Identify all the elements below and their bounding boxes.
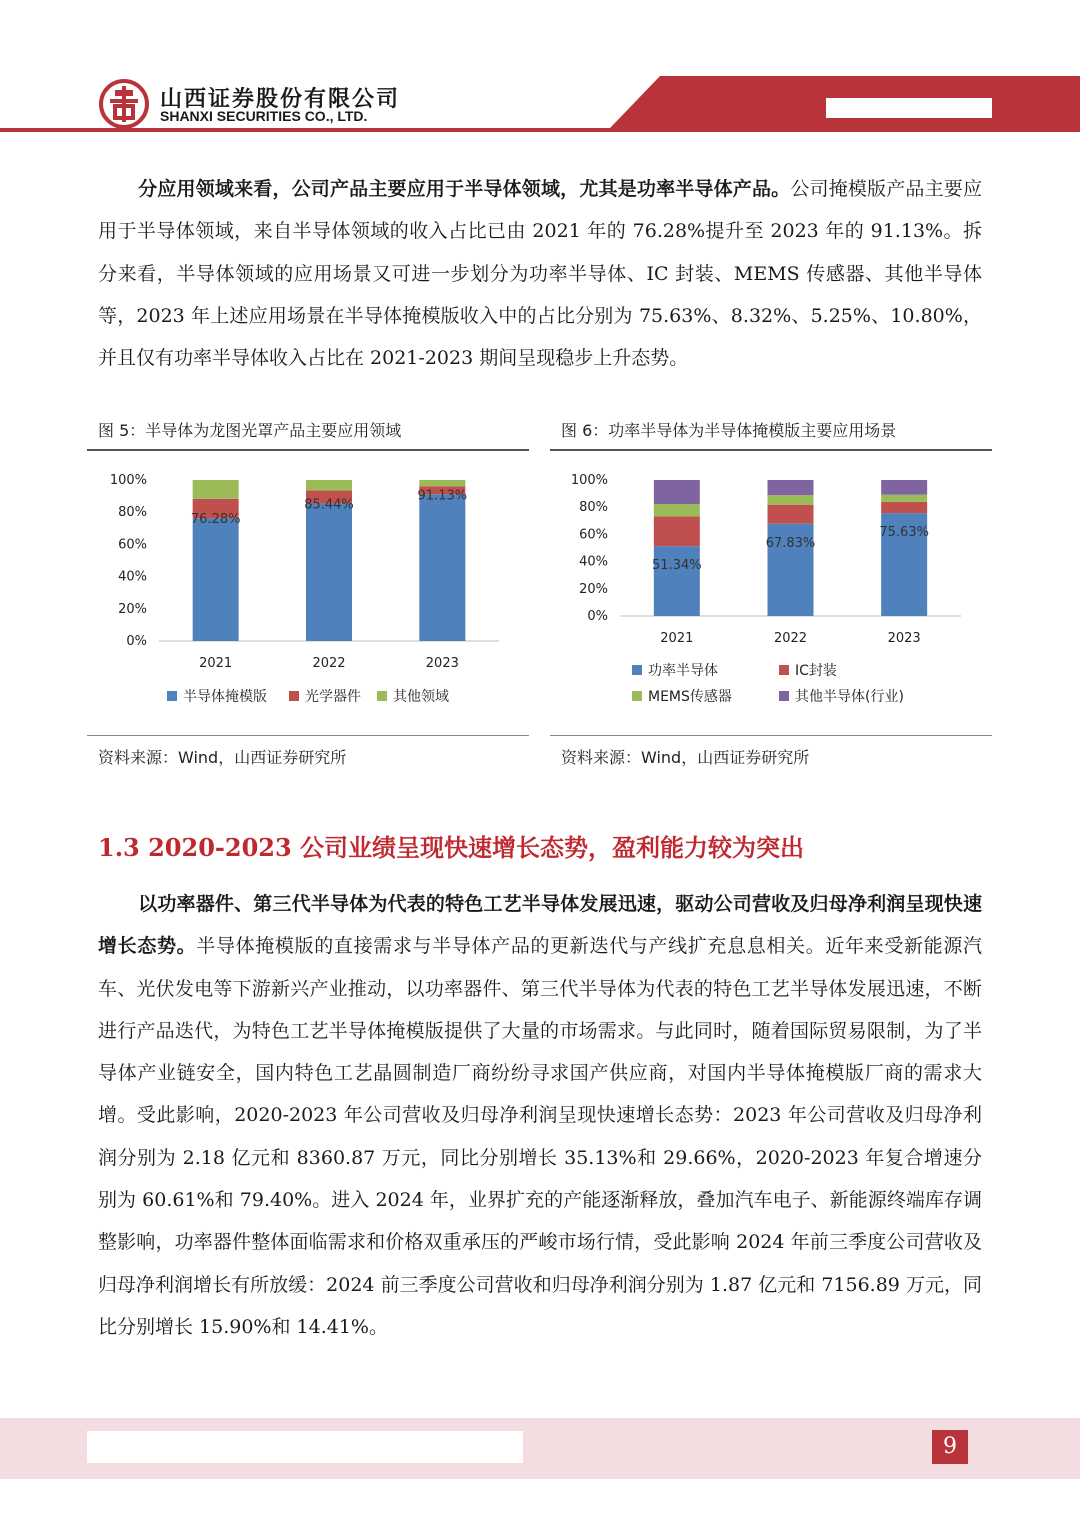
y-tick-label: 60%: [118, 537, 147, 553]
page-header: [0, 0, 1080, 140]
data-label: 76.28%: [190, 512, 241, 528]
section-heading: 1.3 2020-2023 公司业绩呈现快速增长态势，盈利能力较为突出: [98, 833, 805, 862]
page-number: 9: [932, 1430, 968, 1464]
legend-swatch: [289, 691, 299, 701]
legend-label: 光学器件: [305, 689, 361, 705]
bar-segment: [881, 480, 927, 495]
legend-swatch: [167, 691, 177, 701]
company-name-en: SHANXI SECURITIES CO., LTD.: [160, 108, 368, 124]
figure6-bottom-rule: [550, 735, 992, 736]
bar-segment: [419, 480, 465, 486]
legend-swatch: [779, 665, 789, 675]
bar-segment: [193, 518, 239, 641]
figure5-chart: [87, 452, 529, 732]
data-label: 85.44%: [304, 497, 354, 513]
bar-segment: [654, 546, 700, 616]
bar-segment: [881, 495, 927, 502]
legend-label: 其他半导体(行业): [795, 689, 904, 705]
legend-swatch: [779, 691, 789, 701]
data-label: 75.63%: [879, 525, 929, 541]
x-tick-label: 2021: [660, 631, 694, 646]
figure5-top-rule: [87, 449, 529, 451]
y-tick-label: 60%: [579, 527, 608, 543]
y-tick-label: 20%: [579, 581, 608, 597]
data-label: 51.34%: [652, 558, 702, 574]
bar-segment: [768, 495, 814, 505]
bar-segment: [419, 494, 465, 641]
paragraph-performance: [98, 883, 982, 1348]
paragraph-lead: 分应用领域来看，公司产品主要应用于半导体领域，尤其是功率半导体产品。: [138, 178, 791, 200]
bar-segment: [306, 480, 352, 491]
legend-swatch: [377, 691, 387, 701]
legend-label: 其他领域: [393, 689, 449, 705]
figure6-source: 资料来源：Wind，山西证券研究所: [561, 748, 810, 767]
bar-segment: [881, 502, 927, 513]
paragraph-lead: 以功率器件、第三代半导体为代表的特色工艺半导体发展迅速，驱动公司营收及归母净利润呈现快速增长态势。: [98, 893, 982, 958]
x-tick-label: 2022: [773, 631, 808, 646]
figure6-top-rule: [550, 449, 992, 451]
bar-segment: [193, 480, 239, 499]
bar-segment: [654, 504, 700, 516]
bar-segment: [768, 505, 814, 524]
header-label-box: [826, 98, 992, 118]
paragraph-application-fields: [98, 168, 982, 379]
data-label: 91.13%: [417, 488, 468, 504]
legend-label: 半导体掩模版: [183, 689, 267, 705]
figure6-chart: [550, 452, 992, 732]
figure6-title: 图 6：功率半导体为半导体掩模版主要应用场景: [561, 421, 897, 440]
paragraph-body: 半导体掩模版的直接需求与半导体产品的更新迭代与产线扩充息息相关。近年来受新能源汽车、光伏发电等下游新兴产业推动，以功率器件、第三代半导体为代表的特色工艺半导体发展迅速，不断进行产品迭代，为特色工艺半导体掩模版提供了大量的市场需求。与此同时，随着国际贸易限制，为了半导体产业链安全，国内特色工艺晶圆制造厂商纷纷寻求国产供应商，对国内半导体掩模版厂商的需求大增。受此影响，2020-2023 年公司营收及归母净利润呈现快速增长态势：2023 年公司营收及归母净利润分别为 2.18 亿元和 8360.87 万元，同比分别增长 35.13%和 29.66%，2020-2023 年复合增速分别为 60.61%和 79.40%。进入 2024 年，业界扩充的产能逐渐释放，叠加汽车电子、新能源终端库存调整影响，功率器件整体面临需求和价格双重承压的严峻市场行情，受此影响 2024 年前三季度公司营收及归母净利润增长有所放缓：2024 前三季度公司营收和归母净利润分别为 1.87 亿元和 7156.89 万元，同比分别增长 15.90%和 14.41%。: [98, 935, 982, 1338]
footer-label-box: [87, 1431, 523, 1463]
x-tick-label: 2023: [425, 656, 459, 671]
data-label: 67.83%: [765, 535, 816, 551]
y-tick-label: 80%: [118, 505, 147, 521]
figure5-bottom-rule: [87, 735, 529, 736]
legend-swatch: [632, 665, 642, 675]
y-tick-label: 20%: [118, 601, 147, 617]
x-tick-label: 2023: [887, 631, 921, 646]
x-tick-label: 2022: [312, 656, 346, 671]
header-band: [0, 0, 1080, 140]
bar-segment: [768, 480, 814, 495]
company-name-cn: 山西证券股份有限公司: [160, 87, 401, 112]
legend-label: IC封装: [795, 663, 837, 679]
y-tick-label: 100%: [570, 473, 608, 488]
legend-label: MEMS传感器: [648, 689, 732, 705]
bar-segment: [654, 480, 700, 504]
figure5-source: 资料来源：Wind，山西证券研究所: [98, 748, 347, 767]
legend-swatch: [632, 691, 642, 701]
y-tick-label: 40%: [118, 569, 147, 585]
legend-label: 功率半导体: [648, 663, 718, 679]
paragraph-body: 公司掩模版产品主要应用于半导体领域，来自半导体领域的收入占比已由 2021 年的 76.28%提升至 2023 年的 91.13%。拆分来看，半导体领域的应用场景又可进一步划分为功率半导体、IC 封装、MEMS 传感器、其他半导体等，2023 年上述应用场景在半导体掩模版收入中的占比分别为 75.63%、8.32%、5.25%、10.80%，并且仅有功率半导体收入占比在 2021-2023 期间呈现稳步上升态势。: [98, 178, 982, 370]
y-tick-label: 80%: [579, 500, 608, 516]
y-tick-label: 100%: [109, 473, 147, 488]
y-tick-label: 0%: [126, 634, 147, 649]
y-tick-label: 0%: [587, 609, 608, 624]
header-rule: [0, 128, 1080, 132]
y-tick-label: 40%: [579, 554, 608, 570]
figure5-title: 图 5：半导体为龙图光罩产品主要应用领域: [98, 421, 402, 440]
bar-segment: [654, 516, 700, 546]
bar-segment: [306, 503, 352, 641]
x-tick-label: 2021: [199, 656, 233, 671]
